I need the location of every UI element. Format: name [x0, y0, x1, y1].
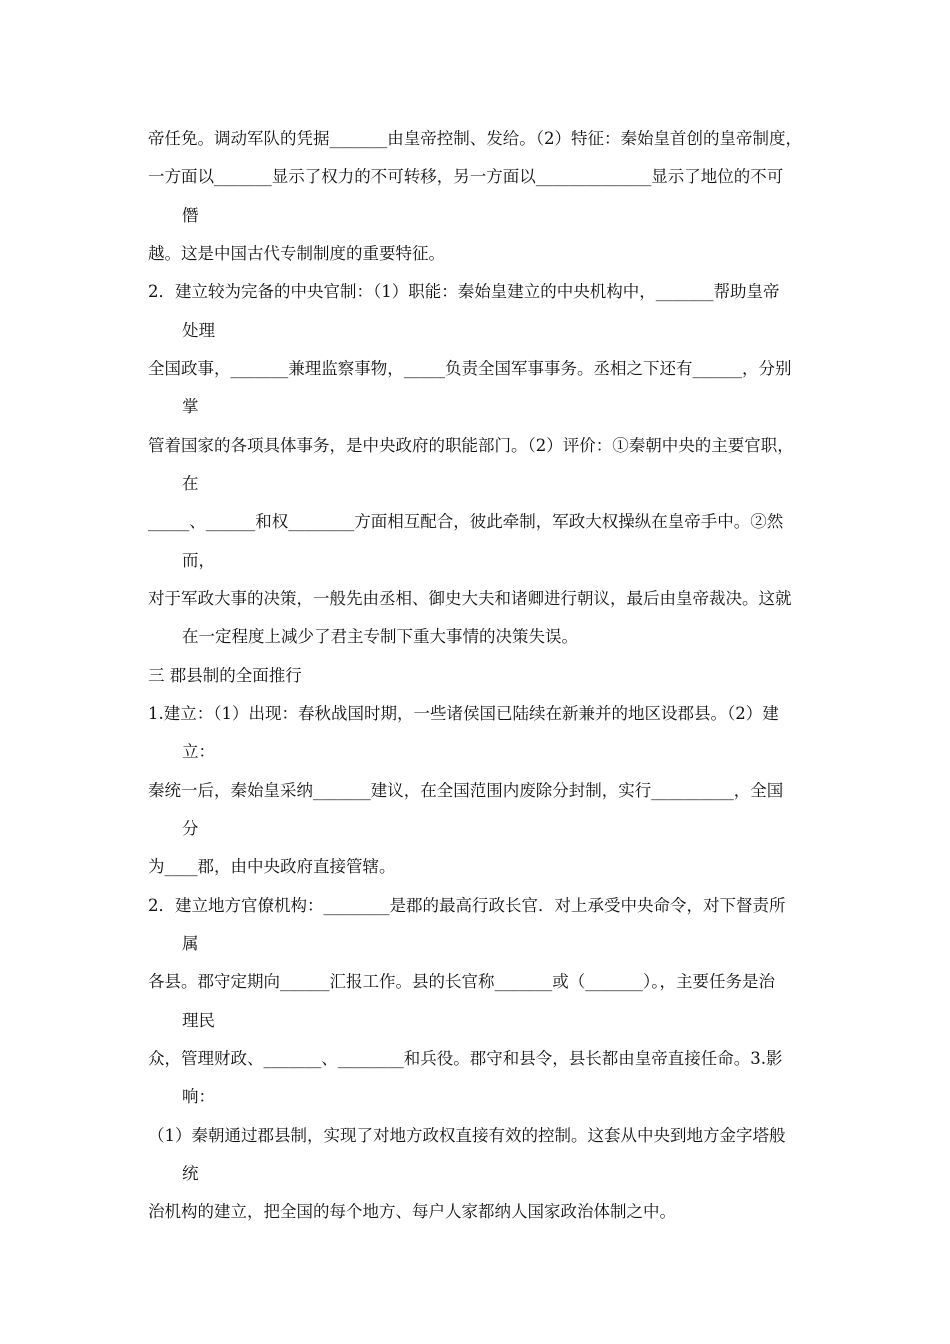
text-line: 众，管理财政、_______、________和兵役。郡守和县令，县长都由皇帝直接任命。3.影	[148, 1049, 783, 1068]
text-line: 治机构的建立，把全国的每个地方、每户人家都纳人国家政治体制之中。	[148, 1202, 676, 1221]
text-line: 管着国家的各项具体事务，是中央政府的职能部门。（2）评价：①秦朝中央的主要官职，	[148, 436, 794, 455]
text-line: 2．建立较为完备的中央官制：（1）职能：秦始皇建立的中央机构中，_______帮助皇帝	[148, 282, 780, 301]
text-line: 在	[182, 474, 199, 493]
text-line: 统	[182, 1164, 199, 1183]
text-line: 掌	[182, 397, 199, 416]
text-line: （1）秦朝通过郡县制，实现了对地方政权直接有效的控制。这套从中央到地方金字塔般	[148, 1126, 786, 1145]
text-line: 处理	[182, 321, 215, 340]
text-line: 1.建立：（1）出现：春秋战国时期，一些诸侯国已陆续在新兼并的地区设郡县。（2）建	[148, 704, 779, 723]
text-line: 而，	[182, 551, 215, 570]
section-heading: 三 郡县制的全面推行	[148, 666, 302, 685]
text-line: 响：	[182, 1087, 215, 1106]
text-line: 一方面以_______显示了权力的不可转移，另一方面以______________显示了地位的不可	[148, 167, 784, 186]
text-line: 为____郡，由中央政府直接管辖。	[148, 857, 396, 876]
text-line: 理民	[182, 1011, 215, 1030]
text-line: 全国政事，_______兼理监察事物，_____负责全国军事事务。丞相之下还有______，分别	[148, 359, 792, 378]
text-line: 僭	[182, 206, 199, 225]
text-line: 对于军政大事的决策，一般先由丞相、御史大夫和诸卿进行朝议，最后由皇帝裁决。这就	[148, 589, 792, 608]
text-line: 立：	[182, 742, 215, 761]
text-line: 秦统一后，秦始皇采纳_______建议，在全国范围内废除分封制，实行__________，全国	[148, 781, 784, 800]
text-line: 越。这是中国古代专制制度的重要特征。	[148, 244, 445, 263]
text-line: 2．建立地方官僚机构：________是郡的最高行政长官．对上承受中央命令，对下督责所	[148, 896, 786, 915]
text-line: 属	[182, 934, 199, 953]
text-line: _____、______和权________方面相互配合，彼此牵制，军政大权操纵在皇帝手中。②然	[148, 512, 784, 531]
text-line: 帝任免。调动军队的凭据_______由皇帝控制、发给。（2）特征：秦始皇首创的皇帝制度，	[148, 129, 802, 148]
text-line: 分	[182, 819, 199, 838]
text-line: 各县。郡守定期向______汇报工作。县的长官称_______或（_______）。，主要任务是治	[148, 972, 775, 991]
text-line: 在一定程度上减少了君主专制下重大事情的决策失误。	[182, 627, 578, 646]
